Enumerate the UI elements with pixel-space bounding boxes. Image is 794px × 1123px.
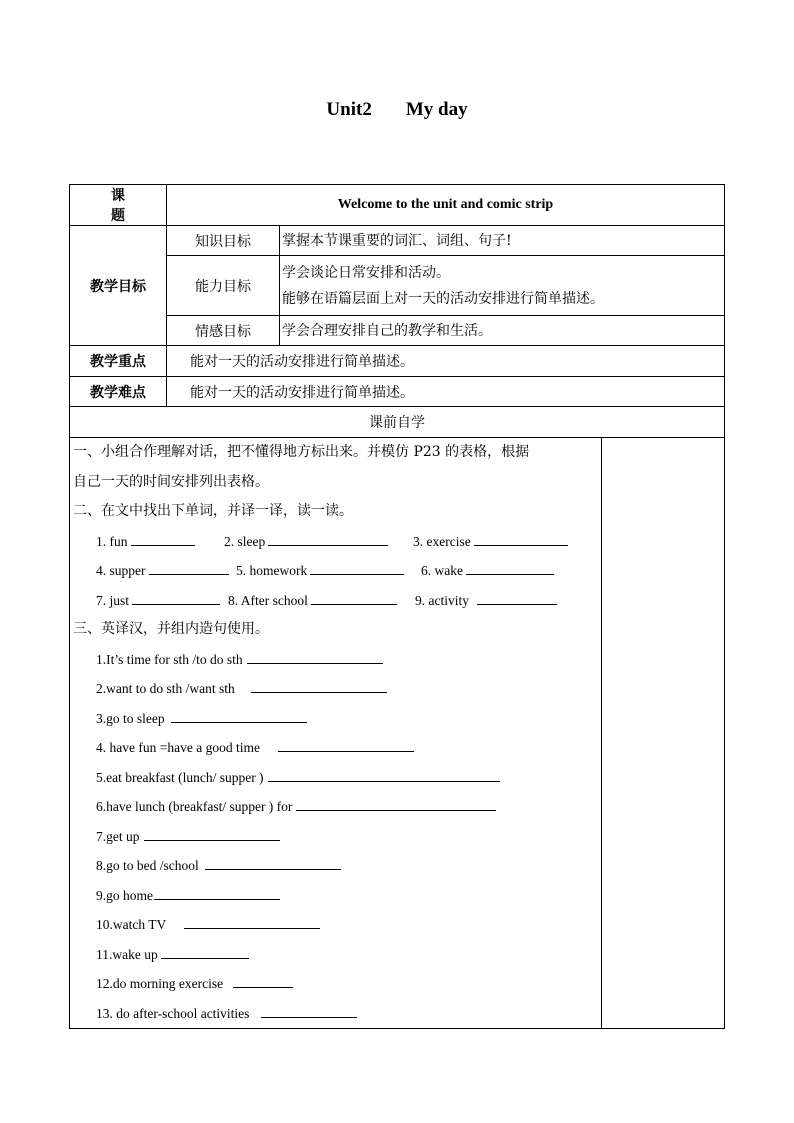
phrase-item: 6.have lunch (breakfast/ supper ) for	[96, 799, 293, 814]
ability-goal-row	[70, 256, 725, 316]
phrase-item: 1.It’s time for sth /to do sth	[96, 651, 243, 667]
phrase-item: 3.go to sleep	[96, 710, 165, 726]
word-item: 7. just	[96, 592, 130, 608]
answer-blank[interactable]	[278, 738, 414, 752]
phrase-row	[70, 851, 601, 881]
task2-heading: 二、在文中找出下单词，并译一译，读一读。	[73, 503, 353, 519]
phrase-row	[70, 733, 601, 763]
unit-name: My day	[405, 99, 468, 120]
word-item: 1. fun	[96, 533, 128, 549]
knowledge-goal-label: 知识目标	[167, 226, 280, 256]
answer-blank[interactable]	[261, 1004, 357, 1018]
ability-goal-value	[280, 256, 725, 316]
knowledge-goal-value: 掌握本节课重要的词汇、词组、句子!	[280, 226, 725, 256]
task1-line-2: 自己一天的时间安排列出表格。	[73, 473, 269, 490]
answer-blank[interactable]	[233, 974, 293, 988]
answer-blank[interactable]	[154, 886, 280, 900]
answer-blank[interactable]	[149, 561, 229, 575]
knowledge-goal-row	[70, 226, 725, 256]
key-points-value: 能对一天的活动安排进行简单描述。	[167, 346, 725, 377]
phrase-row	[70, 940, 601, 970]
key-points-label: 教学重点	[70, 346, 167, 377]
answer-blank[interactable]	[131, 532, 195, 546]
phrase-row	[70, 763, 601, 793]
phrase-row	[70, 822, 601, 852]
phrase-item: 8.go to bed /school	[96, 858, 199, 873]
answer-blank[interactable]	[296, 797, 496, 811]
phrase-item: 10.watch TV	[96, 917, 167, 932]
answer-blank[interactable]	[268, 768, 500, 782]
answer-blank[interactable]	[474, 532, 568, 546]
answer-blank[interactable]	[144, 827, 280, 841]
phrase-item: 12.do morning exercise	[96, 976, 224, 991]
phrase-row	[70, 674, 601, 704]
topic-row	[70, 185, 725, 226]
topic-label: 课 题	[70, 185, 167, 226]
unit-number: Unit2	[326, 99, 372, 120]
phrase-item: 2.want to do sth /want sth	[96, 681, 235, 696]
answer-blank[interactable]	[171, 709, 307, 723]
word-item: 3. exercise	[413, 533, 471, 549]
phrase-row	[70, 969, 601, 999]
word-row-1	[70, 527, 601, 557]
phrase-row	[70, 999, 601, 1029]
answer-blank[interactable]	[247, 650, 383, 664]
answer-blank[interactable]	[268, 532, 388, 546]
answer-blank[interactable]	[205, 856, 341, 870]
phrase-item: 5.eat breakfast (lunch/ supper )	[96, 769, 264, 785]
emotion-goal-row	[70, 316, 725, 346]
phrase-item: 11.wake up	[96, 946, 158, 962]
answer-blank[interactable]	[184, 915, 320, 929]
document-title	[0, 99, 794, 121]
preview-tasks-cell	[70, 438, 602, 1029]
emotion-goal-value: 学会合理安排自己的教学和生活。	[280, 316, 725, 346]
answer-blank[interactable]	[311, 591, 397, 605]
difficult-points-value: 能对一天的活动安排进行简单描述。	[167, 377, 725, 407]
answer-blank[interactable]	[132, 591, 220, 605]
answer-blank[interactable]	[466, 561, 554, 575]
word-row-2	[70, 556, 601, 586]
key-points-row	[70, 346, 725, 377]
preview-section-label: 课前自学	[70, 407, 725, 438]
answer-blank[interactable]	[310, 561, 404, 575]
ability-goal-label: 能力目标	[167, 256, 280, 316]
answer-blank[interactable]	[477, 591, 557, 605]
word-item: 8. After school	[228, 592, 308, 608]
word-item: 9. activity	[415, 592, 469, 608]
phrase-row	[70, 910, 601, 940]
phrase-row	[70, 704, 601, 734]
task1-line-1: 一、小组合作理解对话，把不懂得地方标出来。并模仿 P23 的表格，根据	[73, 444, 530, 460]
topic-value: Welcome to the unit and comic strip	[167, 185, 725, 226]
phrase-row	[70, 792, 601, 822]
word-item: 5. homework	[236, 563, 308, 578]
difficult-points-row	[70, 377, 725, 407]
phrase-row	[70, 881, 601, 911]
word-item: 6. wake	[421, 563, 463, 578]
ability-goal-line-1: 学会谈论日常安排和活动。	[282, 264, 450, 281]
phrase-item: 9.go home	[96, 887, 153, 903]
preview-content-row	[70, 438, 725, 1029]
answer-blank[interactable]	[161, 945, 249, 959]
difficult-points-label: 教学难点	[70, 377, 167, 407]
preview-header-row	[70, 407, 725, 438]
notes-column	[602, 438, 725, 1029]
teaching-goals-label: 教学目标	[70, 226, 167, 346]
phrase-row	[70, 645, 601, 675]
phrase-item: 4. have fun =have a good time	[96, 740, 260, 755]
answer-blank[interactable]	[251, 679, 387, 693]
emotion-goal-label: 情感目标	[167, 316, 280, 346]
task3-heading: 三、英译汉，并组内造句使用。	[73, 621, 269, 637]
word-item: 2. sleep	[224, 533, 266, 549]
phrase-item: 7.get up	[96, 828, 140, 844]
lesson-plan-table	[69, 184, 725, 1029]
phrase-item: 13. do after-school activities	[96, 1005, 250, 1021]
word-item: 4. supper	[96, 563, 146, 578]
ability-goal-line-2: 能够在语篇层面上对一天的活动安排进行简单描述。	[282, 290, 604, 307]
word-row-3	[70, 586, 601, 616]
